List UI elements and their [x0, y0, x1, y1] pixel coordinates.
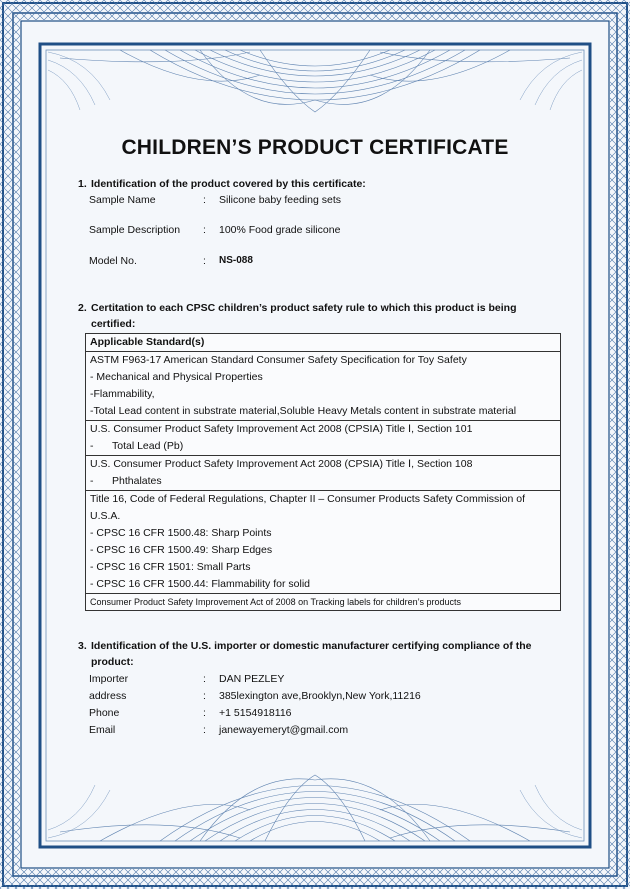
field-label: Email — [89, 724, 116, 736]
section-1-heading — [78, 176, 548, 192]
field-colon: : — [203, 673, 206, 685]
cpsia-108-cell — [86, 456, 561, 491]
field-value: NS-088 — [219, 255, 253, 266]
standard-line: - Mechanical and Physical Properties — [90, 371, 263, 383]
field-value: Silicone baby feeding sets — [219, 194, 341, 206]
section-2-heading-line2: certified: — [91, 318, 136, 330]
astm-cell — [86, 352, 561, 421]
subitem-text: Total Lead (Pb) — [112, 440, 184, 452]
subitem-dash: - — [90, 475, 94, 487]
standard-line: - CPSC 16 CFR 1500.44: Flammability for solid — [90, 578, 310, 590]
field-value: janewayemeryt@gmail.com — [219, 724, 349, 736]
field-label: Model No. — [89, 255, 137, 267]
field-colon: : — [203, 707, 206, 719]
section-3-number: 3. — [78, 640, 87, 652]
field-colon: : — [203, 224, 206, 236]
section-1-heading-text: Identification of the product covered by this certificate: — [91, 178, 366, 190]
standard-line: - CPSC 16 CFR 1501: Small Parts — [90, 561, 251, 573]
subitem-text: Phthalates — [112, 475, 162, 487]
field-label: Sample Name — [89, 194, 156, 206]
standard-line: -Total Lead content in substrate material,Soluble Heavy Metals content in substrate material — [90, 405, 517, 417]
table-row — [86, 334, 561, 352]
standard-line: Title 16, Code of Federal Regulations, Chapter II – Consumer Products Safety Commission of — [90, 493, 525, 505]
field-label: address — [89, 690, 127, 702]
section-1-number: 1. — [78, 178, 87, 190]
standard-line: U.S. Consumer Product Safety Improvement Act 2008 (CPSIA) Title Ⅰ, Section 101 — [90, 423, 473, 435]
table-row — [86, 456, 561, 491]
cfr-cell — [86, 491, 561, 594]
section-2-number: 2. — [78, 302, 87, 314]
section-2-heading — [78, 300, 548, 332]
table-row — [86, 491, 561, 594]
field-value: DAN PEZLEY — [219, 673, 285, 685]
section-3-heading-line2: product: — [91, 656, 134, 668]
field-colon: : — [203, 194, 206, 206]
field-colon: : — [203, 255, 206, 267]
section-2-heading-line1: Certitation to each CPSC children’s product safety rule to which this product is being — [91, 302, 517, 314]
standard-line: ASTM F963-17 American Standard Consumer Safety Specification for Toy Safety — [90, 354, 467, 366]
field-colon: : — [203, 690, 206, 702]
subitem-dash: - — [90, 440, 94, 452]
table-row — [86, 352, 561, 421]
table-header-cell: Applicable Standard(s) — [86, 334, 561, 352]
standards-table — [85, 333, 561, 611]
section-3-heading — [78, 638, 548, 670]
tracking-cell: Consumer Product Safety Improvement Act of 2008 on Tracking labels for children’s products — [86, 594, 561, 611]
standard-line: U.S. Consumer Product Safety Improvement Act 2008 (CPSIA) Title Ⅰ, Section 108 — [90, 458, 473, 470]
field-value: 385lexington ave,Brooklyn,New York,11216 — [219, 690, 421, 702]
page-title: CHILDREN’S PRODUCT CERTIFICATE — [121, 136, 509, 159]
standard-subitem — [90, 438, 556, 455]
standard-line: -Flammability, — [90, 388, 155, 400]
standard-line: - CPSC 16 CFR 1500.49: Sharp Edges — [90, 544, 273, 556]
field-label: Phone — [89, 707, 120, 719]
cpsia-101-cell — [86, 421, 561, 456]
table-row — [86, 421, 561, 456]
table-row — [86, 594, 561, 611]
field-value: +1 5154918116 — [219, 707, 292, 719]
field-colon: : — [203, 724, 206, 736]
section-3-heading-line1: Identification of the U.S. importer or domestic manufacturer certifying compliance of the — [91, 640, 532, 652]
standard-subitem — [90, 473, 556, 490]
standard-line: - CPSC 16 CFR 1500.48: Sharp Points — [90, 527, 272, 539]
standard-line: U.S.A. — [90, 510, 121, 522]
field-value: 100% Food grade silicone — [219, 224, 341, 236]
field-label: Importer — [89, 673, 129, 685]
field-label: Sample Description — [89, 224, 181, 236]
